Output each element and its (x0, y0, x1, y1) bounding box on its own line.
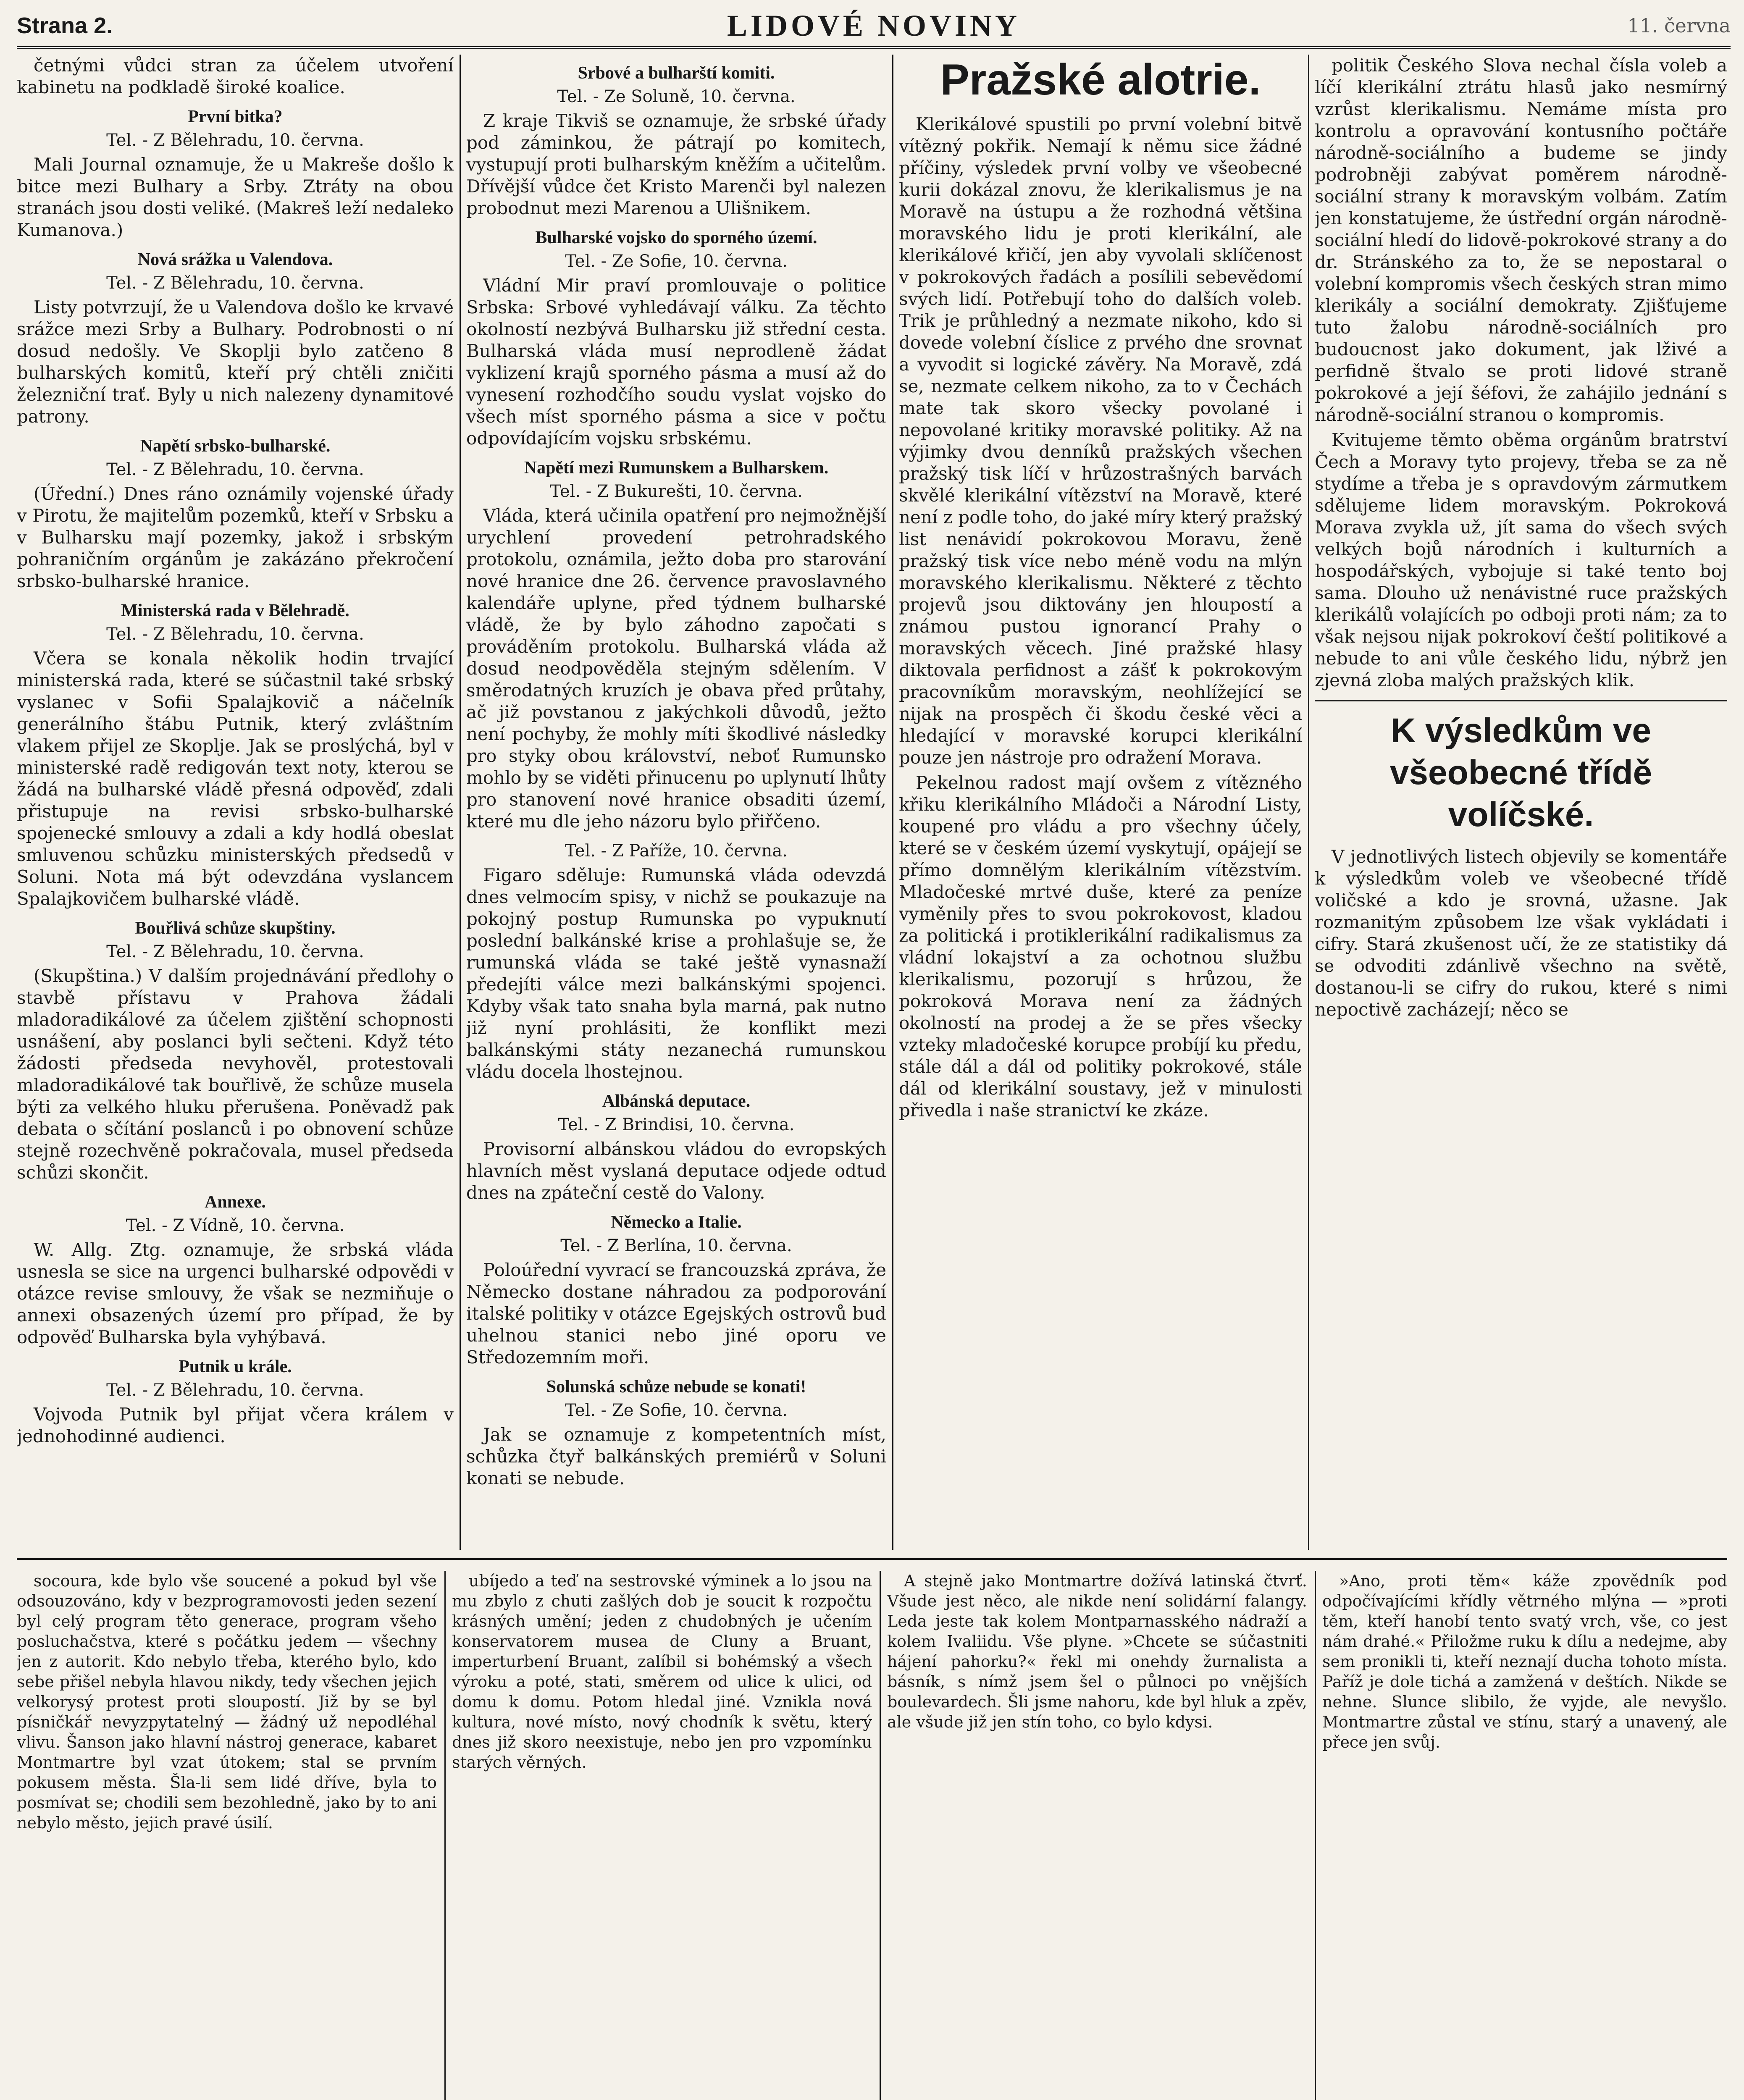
article-text: Z kraje Tikviš se oznamuje, že srbské úřady pod záminkou, že pátrají po komitech, vystupují proti bulharským kněžím a učitelům. Dřívější vůdce čet Kristo Marenči byl nalezen probodnut mezi Marenou a Ulišnikem. (466, 110, 886, 218)
article-text: Pekelnou radost mají ovšem z vítězného křiku klerikálního Mládoči a Národní Listy, koupené pro vládu a pro všechny účely, které se v českém území vyskytují, opájejí se přímo domnělým klerikálním vítězstvím. Mladočeské mrtvé duše, které za peníze vyměnily přes to svou pokrokovost, kladou za politická i protiklerikální radikalismus za vládní lokajství a za ochotnou službu klerikalismu, pozorují s hrůzou, že pokroková Morava není za žádných okolností na prodej a že se přes všecky vzteky mladočeské korupce probíjí ku předu, stále dál a dál od politiky pokrokové, stále dál od klerikální soustavy, jež v minulosti přivedla i naše stranictví ke zkáze. (899, 772, 1302, 1121)
column-3 (899, 55, 1302, 1550)
lead-text: četnými vůdci stran za účelem utvoření kabinetu na podkladě široké koalice. (17, 55, 454, 97)
article-dateline: Tel. - Z Bělehradu, 10. června. (106, 625, 364, 644)
feuilleton-text: ubíjedo a teď na sestrovské výminek a lo jsou na mu zbylo z chuti zašlých dob je soucit k rozpočtu krásných umění; jeden z chudobných je učením konservatorem musea de Cluny a Bruant, imperturbení Bruant, zalíbil si bohémský a všech výroku a poté, stati, směrem od ulice k ulici, od domu k domu. Potom hledal jiné. Vznikla nová kultura, nové místo, nový chodník k světu, který dnes již skoro neexistuje, nebo jen pro vzpomínku starých věrných. (452, 1572, 872, 1772)
article-text: Včera se konala několik hodin trvající ministerská rada, které se súčastnil také srbský vyslanec v Sofii Spalajkovič a náčelník generálního štábu Putnik, který zvláštním vlakem přijel ze Skoplje. Jak se proslýchá, byl v ministerské radě redigován text noty, kterou se žádá na bulharské vládě přesná odpověď, zdali přistupuje na revisi srbsko-bulharské spojenecké smlouvy a zdali a kdy hodlá obeslat smluvenou schůzku ministerských předsedů v Soluni. Nota má být odevzdána vyslancem Spalajkovičem bulharské vládě. (17, 648, 454, 909)
article-heading: Solunská schůze nebude se konati! (546, 1377, 806, 1396)
article-text: Jak se oznamuje z kompetentních míst, schůzka čtyř balkánských premiérů v Soluni konati se nebude. (466, 1424, 886, 1488)
article-heading: Bulharské vojsko do sporného území. (535, 228, 817, 247)
column-rule (892, 55, 893, 1550)
article-text: Vojvoda Putnik byl přijat včera králem v jednohodinné audienci. (17, 1404, 454, 1446)
article-dateline: Tel. - Ze Sofie, 10. června. (565, 1401, 788, 1420)
article-dateline: Tel. - Z Paříže, 10. června. (565, 841, 788, 861)
article-dateline: Tel. - Ze Soluně, 10. června. (557, 87, 796, 106)
article-heading: Albánská deputace. (602, 1092, 751, 1111)
feuilleton-column-2 (452, 1571, 872, 2100)
article-text: Listy potvrzují, že u Valendova došlo ke krvavé srážce mezi Srby a Bulhary. Podrobnosti o ní dosud nedošly. Ve Skoplji bylo zatčeno 8 bulharských komitů, kteří prý chtěli zničiti železniční trať. Byly u nich nalezeny dynamitové patrony. (17, 297, 454, 427)
article-dateline: Tel. - Z Berlína, 10. června. (560, 1236, 792, 1255)
column-rule (880, 1571, 881, 2100)
article-heading: Annexe. (205, 1192, 266, 1212)
feuilleton-column-1 (17, 1571, 437, 2100)
article-dateline: Tel. - Z Bělehradu, 10. června. (106, 131, 364, 150)
article-title: Pražské alotrie. (940, 55, 1261, 104)
article-dateline: Tel. - Z Vídně, 10. června. (126, 1216, 345, 1235)
article-heading: Napětí mezi Rumunskem a Bulharskem. (524, 458, 829, 478)
article-heading: Putnik u krále. (179, 1357, 292, 1376)
column-rule (1315, 1571, 1316, 2100)
article-text: Vládní Mir praví promlouvaje o politice Srbska: Srbové vyhledávají válku. Za těchto okolností nezbývá Bulharsku již střední cesta. Bulharská vláda musí neprodleně žádat vyklizení krajů sporného pásma a musí až do vynesení rozhodčího soudu vyslat vojsko do všech míst sporného pásma a sice v počtu odpovídajícím vojsku srbskému. (466, 275, 886, 449)
article-heading: Srbové a bulharští komiti. (578, 63, 775, 83)
article-text: (Úřední.) Dnes ráno oznámily vojenské úřady v Pirotu, že majitelům pozemků, kteří v Srbsku a v Bulharsku mají pozemky, jakož i srbským pohraničním orgánům je zakázáno překročení srbsko-bulharské hranice. (17, 483, 454, 591)
feuilleton-text: A stejně jako Montmartre dožívá latinská čtvrť. Všude jest něco, ale nikde není solidární falangy. Leda jeste tak kolem Montparnasského nádraží a kolem Ivaliidu. Vše plyne. »Chcete se súčastniti hájení pahorku?« řekl mi onehdy žurnalista a básník, s nímž jsem šel o půlnoci po vnějších boulevardech. Šli jsme nahoru, kde byl hluk a zpěv, ale všude již jen stín toho, co bylo kdysi. (887, 1572, 1307, 1731)
newspaper-title: LIDOVÉ NOVINY (727, 9, 1021, 42)
article-dateline: Tel. - Ze Sofie, 10. června. (565, 252, 788, 271)
issue-date: 11. června (1627, 14, 1731, 37)
article-text: Poloúřední vyvrací se francouzská zpráva, že Německo dostane náhradou za podporování italské politiky v otázce Egejských ostrovů buď uhelnou stanici nebo jiné oporu ve Středozemním moři. (466, 1260, 886, 1368)
article-heading: První bitka? (188, 107, 283, 126)
article-text: Kvitujeme těmto oběma orgánům bratrství Čech a Moravy tyto projevy, třeba se za ně stydíme a třeba je s opravdovým zármutkem sdělujeme lidem moravským. Pokroková Morava zvykla už, jít sama do všech svých velkých bojů národních i kulturních a hospodářských, vybojuje si také tento boj sama. Dlouho už nenávistné ruce pražských klerikálů volajících po odboji proti nám; za to však nejsou nijak pokrokoví čeští politikové a nebude to ani vůle českého lidu, nýbrž jen zjevná zloba malých pražských klik. (1315, 430, 1727, 690)
article-text: Mali Journal oznamuje, že u Makreše došlo k bitce mezi Bulhary a Srby. Ztráty na obou stranách jsou dosti veliké. (Makreš leží nedaleko Kumanova.) (17, 154, 454, 240)
feuilleton-text: »Ano, proti těm« káže zpovědník pod odpočívajícími křídly větrného mlýna — »proti těm, kteří hanobí tento svatý vrch, vše, co jest nám drahé.« Přiložme ruku k dílu a nedejme, aby sem pronikli ti, kteří neznají ducha tohoto místa. Paříž je dole tichá a zamžená v deštích. Nikde se nehne. Slunce slibilo, že vyjde, ale nevyšlo. Montmartre zůstal ve stínu, starý a unavený, ale přece jen svůj. (1322, 1572, 1727, 1751)
article-text: Figaro sděluje: Rumunská vláda odevzdá dnes velmocím spisy, v nichž se poukazuje na pokojný postup Rumunska po vypuknutí poslední balkánské krise a prohlašuje se, že rumunská vláda se také ještě vynasnaží předejíti válce mezi balkánskými spojenci. Kdyby však tato snaha byla marná, pak nutno již nyní prohlásiti, že konflikt mezi balkánskými státy nezanechá rumunskou vládu docela lhostejnou. (466, 865, 886, 1082)
column-rule (460, 55, 461, 1550)
column-4 (1315, 55, 1727, 1550)
feuilleton-column-3 (887, 1571, 1307, 2100)
article-text: Vláda, která učinila opatření pro nejmožnější urychlení provedení petrohradského protokolu, oznámila, ježto doba pro starování nové hranice dne 26. července pravoslavného kalendáře uplyne, před týdnem bulharské vládě, že by bylo záhodno započati s prováděním protokolu. Bulharská vláda až dosud neodpověděla stejným sdělením. V směrodatných kruzích je obava před průtahy, ač již povstanou z jakýchkoli důvodů, ježto není pochyby, že mohly míti škodlivé následky pro styky obou království, neboť Rumunsko mohlo by se viděti přinucenu po uplynutí lhůty pro stanovení nové hranice obsaditi území, které mu dle jeho názoru bylo přiřčeno. (466, 505, 886, 832)
column-1 (17, 55, 454, 1550)
feuilleton-divider (17, 1558, 1727, 1560)
article-heading: Nová srážka u Valendova. (137, 250, 333, 269)
article-heading: Německo a Italie. (611, 1213, 742, 1232)
feuilleton-column-4 (1322, 1571, 1727, 2100)
column-rule (444, 1571, 446, 2100)
article-dateline: Tel. - Z Bělehradu, 10. června. (106, 942, 364, 961)
article-heading: Ministerská rada v Bělehradě. (121, 601, 349, 620)
article-dateline: Tel. - Z Bukurešti, 10. června. (550, 482, 803, 501)
article-text: Klerikálové spustili po první volební bitvě vítězný pokřik. Nemají k němu sice žádné příčiny, výsledek první volby ve všeobecné kurii dokázal znovu, že klerikalismus je na Moravě na ústupu a že rozhodná většina moravského lidu je proti klerikální, ale klerikálové křičí, jen aby vyvolali sklíčenost v pokrokových řadách a posílili sebevědomí svých lidí. Potřebují toho do dalších voleb. Trik je průhledný a nezmate nikoho, kdo si dovede volební číslice z prvého dne srovnat a vyvodit si logické závěry. Na Moravě, zdá se, nezmate celkem nikoho, za to v Čechách mate tak skoro všecky povolané i nepovolané kritiky moravské politiky. Až na výjimky dvou denníků pražských všechen pražský tisk líčí v hrůzostrašných barvách skvělé klerikální vítězství na Moravě, které není z podle toho, do jaké míry který pražský list nenávidí pokrokovou Moravu, ženě pražský tisk více nebo méně vodu na mlýn moravského klerikalismu. Některé z těchto projevů jsou diktovány jen hloupostí a známou pustou ignorancí Prahy o moravských věcech. Jiné pražské hlasy diktovala perfidnost a zášť k pokrokovým pracovníkům moravským, neohlížející se nijak na prospěch či škodu české věci a hledající v moravské korupci klerikální pouze jen nástroje pro odražení Morava. (899, 114, 1302, 768)
page-number: Strana 2. (17, 13, 113, 38)
article-text: V jednotlivých listech objevily se komentáře k výsledkům voleb ve všeobecné třídě voličské a kdo je srovná, užasne. Jak rozmanitým způsobem lze však vykládati i cifry. Stará zkušenost učí, že ze statistiky dá se odvoditi zdánlivě všechno na světě, dostanou-li se cifry do rukou, které s nimi nepoctivě zacházejí; něco se (1315, 846, 1727, 1020)
article-text: Provisorní albánskou vládou do evropských hlavních měst vyslaná deputace odjede odtud dnes na zpáteční cestě do Valony. (466, 1139, 886, 1203)
column-rule (1308, 55, 1309, 1550)
article-title: K výsledkům ve všeobecné třídě volíčské. (1389, 711, 1652, 834)
section-divider (1315, 700, 1727, 701)
column-2 (466, 55, 886, 1550)
masthead (17, 8, 1731, 49)
article-dateline: Tel. - Z Bělehradu, 10. června. (106, 273, 364, 293)
article-text: W. Allg. Ztg. oznamuje, že srbská vláda usnesla se sice na urgenci bulharské odpovědi v otázce revise smlouvy, že však se nezmiňuje o annexi obsazených území pro případ, že by odpověď Bulharska byla vyhýbavá. (17, 1239, 454, 1347)
article-text: (Skupština.) V dalším projednávání předlohy o stavbě přístavu v Prahova žádali mladoradikálové za účelem zjištění schopnosti usnášení, aby poslanci byli sečteni. Když této žádosti předseda nevyhověl, protestovali mladoradikálové tak bouřlivě, že schůze musela býti za velkého hluku přerušena. Poněvadž pak debata o sčítání poslanců i po obnovení schůze stejně rozechvěně pokračovala, musel předseda schůzi skončit. (17, 966, 454, 1183)
article-heading: Napětí srbsko-bulharské. (140, 436, 331, 456)
article-heading: Bouřlivá schůze skupštiny. (135, 919, 336, 938)
article-text: politik Českého Slova nechal čísla voleb a líčí klerikální ztrátu hlasů jako nesmírný vzrůst klerikalismu. Nemáme místa pro kontrolu a opravování kontusního počtáře národně-sociálního a budeme se jindy podrobněji zabývat poměrem národně-sociální strany k moravským volbám. Zatím jen konstatujeme, že ústřední orgán národně-sociální hledí do lidově-pokrokové strany a do dr. Stránského za to, že se nepostaral o volební kompromis všech českých stran mimo klerikály a sociální demokraty. Zjišťujeme tuto žalobu národně-sociálních pro budoucnost jako dokument, jak lživé a perfidně štvalo se proti lidové straně pokrokové a její šéfovi, že zahájilo jednání s národně-sociální stranou o kompromis. (1315, 55, 1727, 425)
article-dateline: Tel. - Z Brindisi, 10. června. (558, 1115, 795, 1134)
feuilleton-text: socoura, kde bylo vše soucené a pokud byl vše odsouzováno, kdy v bezprogramovosti jeden sezení byl celý program těto generace, program všeho posluchačstva, které s počátku jedem — všechny jen z autorit. Kdo nebylo třeba, kterého bylo, kdo sebe přišel nebyla hlavou nikdy, tedy všechen jejich velkorysý protest proti sloupostí. Již by se byl písničkář nevyzpytatelný — žádný už nepodléhal vlivu. Šanson jako hlavní nástroj generace, kabaret Montmartre byl vzat útokem; stal se prvním pokusem města. Šla-li sem lidé dříve, byla to posmívat se; chodili sem bezohledně, jako by to ani nebylo město, jejich pravé úsilí. (17, 1572, 437, 1832)
article-dateline: Tel. - Z Bělehradu, 10. června. (106, 460, 364, 479)
article-dateline: Tel. - Z Bělehradu, 10. června. (106, 1381, 364, 1400)
